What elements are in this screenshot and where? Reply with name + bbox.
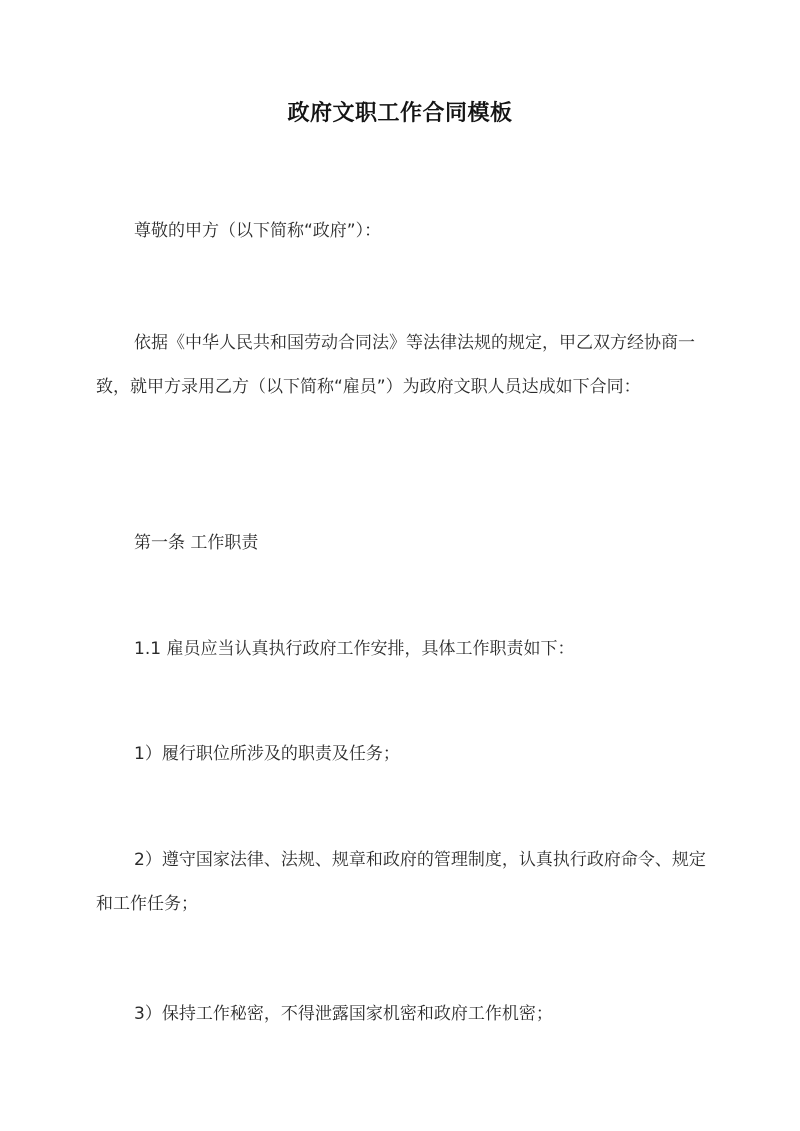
greeting-paragraph: 尊敬的甲方（以下简称“政府”）： [134,221,382,241]
duty-item-2: 2）遵守国家法律、法规、规章和政府的管理制度，认真执行政府命令、规定和工作任务； [96,850,706,914]
duty-item-1: 1）履行职位所涉及的职责及任务； [134,744,400,764]
clause-1-1: 1.1 雇员应当认真执行政府工作安排，具体工作职责如下： [134,639,575,659]
duty-item-3: 3）保持工作秘密，不得泄露国家机密和政府工作机密； [134,1004,553,1024]
document-title: 政府文职工作合同模板 [287,100,513,126]
article-1-heading: 第一条 工作职责 [134,533,259,553]
legal-basis-paragraph: 依据《中华人民共和国劳动合同法》等法律法规的规定，甲乙双方经协商一致，就甲方录用乙方（以下简称“雇员”）为政府文职人员达成如下合同： [96,333,695,397]
